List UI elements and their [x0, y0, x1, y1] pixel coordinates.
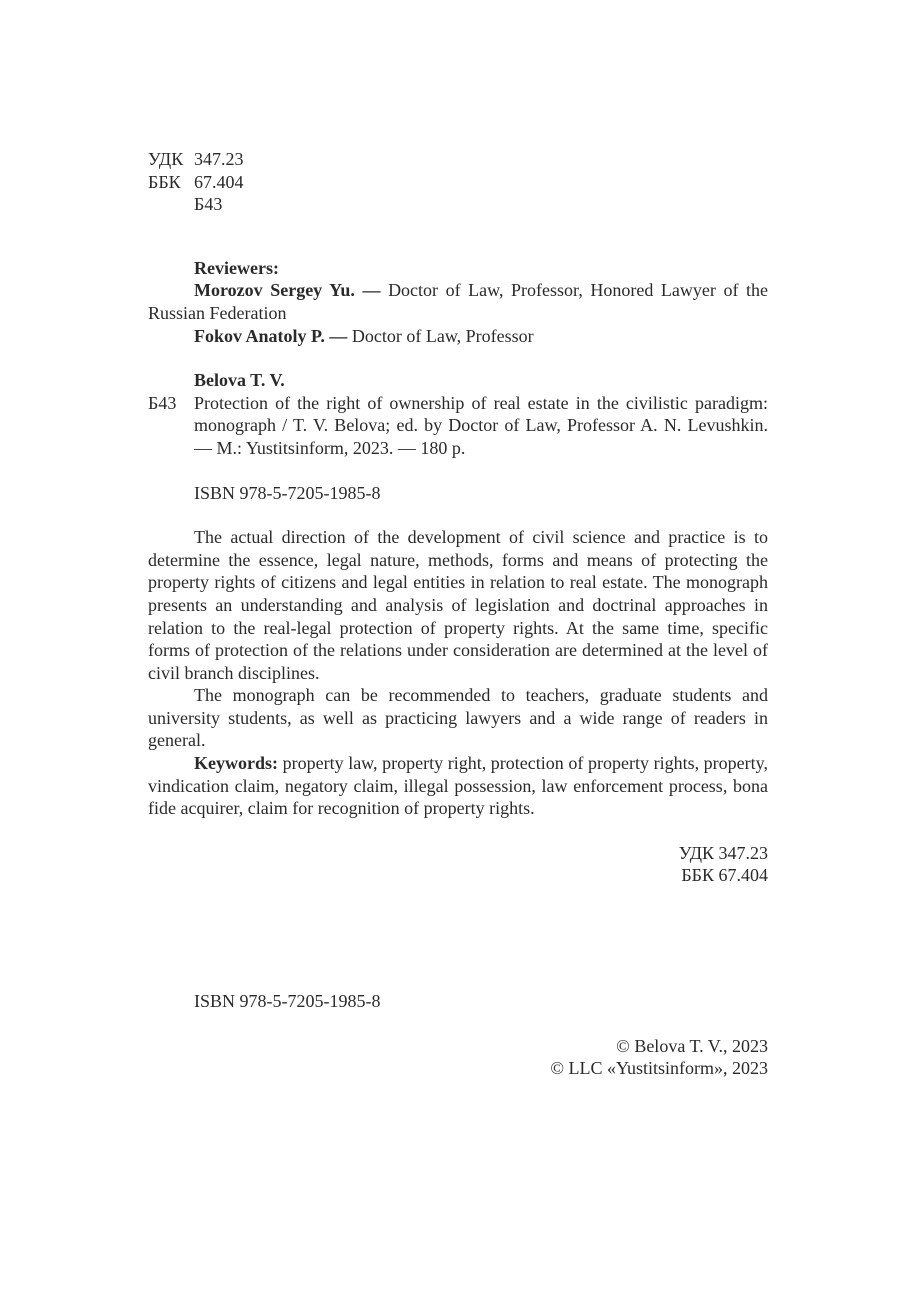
abstract-block	[148, 526, 768, 820]
bbk-value: 67.404	[194, 171, 244, 192]
udk-row	[148, 148, 768, 171]
record-mark: Б43	[148, 392, 177, 413]
keywords-paragraph	[148, 752, 768, 820]
reviewer-2	[148, 325, 768, 348]
copyright-publisher: © LLC «Yustitsinform», 2023	[550, 1058, 768, 1079]
bbk-row	[148, 171, 768, 194]
record-isbn: ISBN 978-5-7205-1985-8	[194, 482, 381, 503]
bbk-label: ББК	[148, 171, 181, 192]
udk-label: УДК	[148, 149, 184, 169]
reviewer-2-credentials: Doctor of Law, Professor	[351, 325, 534, 346]
bibliographic-record	[148, 369, 768, 504]
reviewer-1-credentials: Doctor of Law, Professor, Honored Lawyer of the Russian Federation	[148, 280, 768, 323]
record-description: Protection of the right of ownership of real estate in the civilistic paradigm: monograph / T. V. Belova; ed. by Doctor of Law, Professor A. N. Levushkin. — M.: Yustitsinform, 2023. — 180 p.	[194, 392, 768, 458]
reviewer-2-name: Fokov Anatoly P. —	[194, 325, 348, 346]
footer-bbk: ББК 67.404	[681, 865, 768, 886]
keywords-label: Keywords:	[194, 753, 278, 774]
reviewer-1-name: Morozov Sergey Yu. —	[194, 280, 381, 301]
footer-udk: УДК 347.23	[678, 842, 768, 863]
reviewers-heading: Reviewers:	[194, 257, 279, 278]
reviewer-1	[148, 279, 768, 324]
record-author: Belova T. V.	[194, 370, 285, 391]
footer-isbn: ISBN 978-5-7205-1985-8	[194, 991, 381, 1012]
footer-classification	[148, 842, 768, 887]
imprint-page	[148, 148, 768, 1080]
abstract-paragraph-2: The monograph can be recommended to teachers, graduate students and university students, as well as practicing lawyers and a wide range of readers in general.	[148, 685, 768, 751]
keywords-text: property law, property right, protection of property rights, property, vindication claim, negatory claim, illegal possession, law enforcement process, bona fide acquirer, claim for recognition of property rights.	[148, 753, 768, 819]
copyright-author: © Belova T. V., 2023	[616, 1035, 768, 1056]
record-row	[148, 392, 768, 460]
udk-value: 347.23	[194, 149, 244, 169]
classification-block	[148, 148, 768, 216]
author-mark: Б43	[194, 194, 223, 215]
abstract-paragraph-1: The actual direction of the development of civil science and practice is to determine the essence, legal nature, methods, forms and means of protecting the property rights of citizens and legal entities in relation to real estate. The monograph presents an understanding and analysis of legislation and doctrinal approaches in relation to the real-legal protection of property rights. At the same time, specific forms of protection of the relations under consideration are determined at the level of civil branch disciplines.	[148, 527, 768, 683]
copyright-block	[148, 1035, 768, 1080]
reviewers-block	[148, 257, 768, 347]
